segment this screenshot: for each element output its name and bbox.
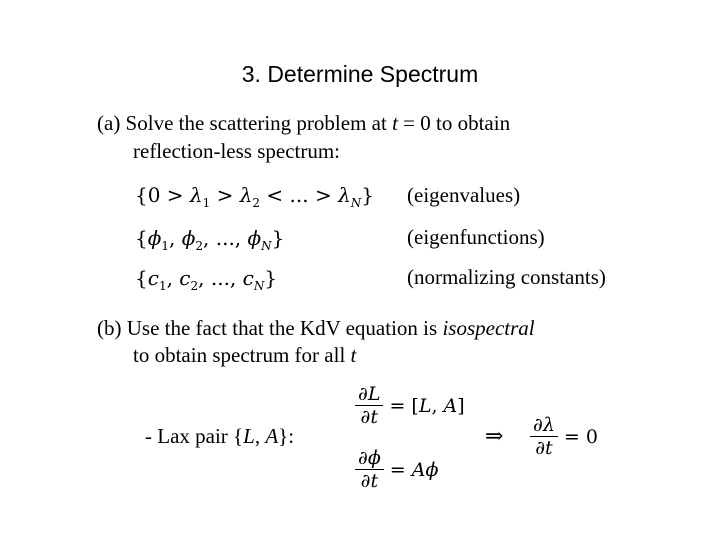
lax-equation-dL-dt: $\frac{\partial L}{\partial t}$ = [L, A] [355,383,465,428]
eigenfunctions-set: {$\phi_1$, $\phi_2$, ..., $\phi_N$} [135,226,285,253]
part-a-line-1: (a) Solve the scattering problem at t = 0 to obtain [97,111,511,135]
part-b-line-2: to obtain spectrum for all t [133,343,357,367]
normalizing-constants-set: {$c_1$, $c_2$, ..., $c_N$} [135,266,278,293]
eigenvalues-label: (eigenvalues) [407,183,521,207]
part-a-line-2: reflection-less spectrum: [133,139,341,163]
implies-arrow: ⇒ [485,424,504,449]
normalizing-constants-label: (normalizing constants) [407,265,606,289]
page-title: 3. Determine Spectrum [241,61,479,87]
part-b-line-1: (b) Use the fact that the KdV equation is isospectral [97,316,535,340]
lax-equation-dphi-dt: $\frac{\partial\phi}{\partial t}$ = Aϕ [355,447,438,492]
result-equation-dlambda-dt: $\frac{\partial\lambda}{\partial t}$ = 0 [530,414,598,459]
eigenfunctions-label: (eigenfunctions) [407,225,545,249]
lax-pair-label: - Lax pair {L, A}: [145,424,295,448]
eigenvalues-set: {$0 > \lambda_1 > \lambda_2$ < ... > $\lambda_N$} [135,183,375,210]
